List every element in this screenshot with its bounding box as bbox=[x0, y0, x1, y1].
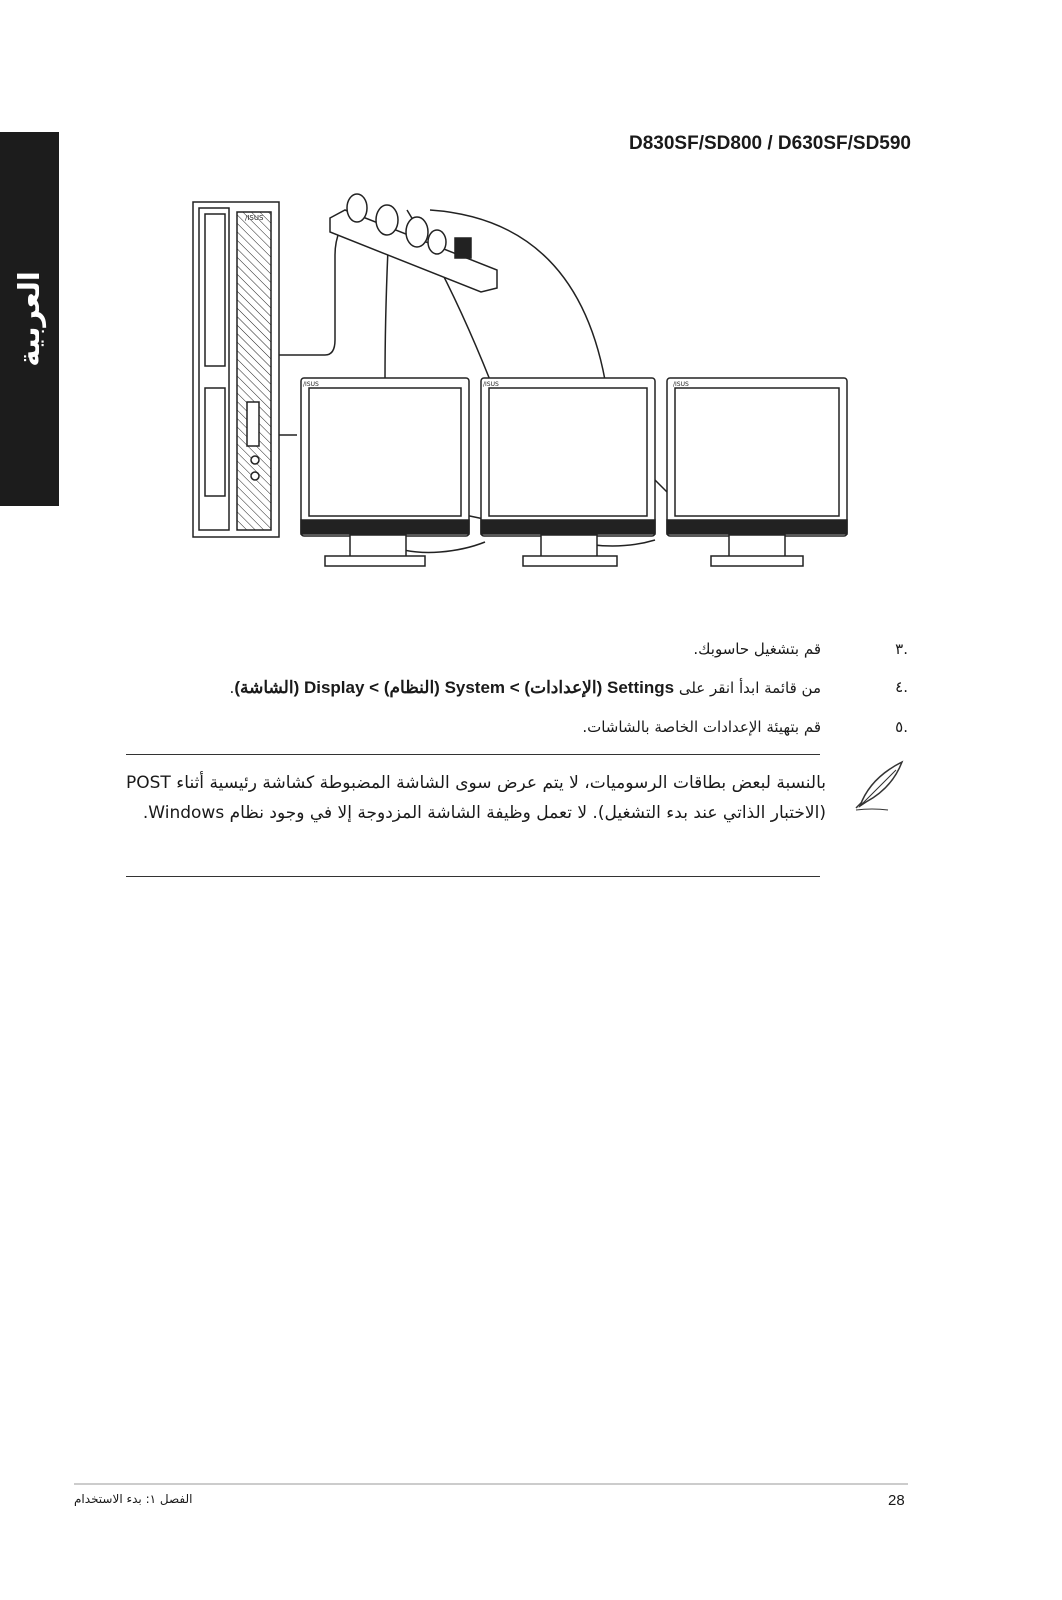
step-text: قم بتشغيل حاسوبك. bbox=[693, 640, 821, 658]
step-number: .٣ bbox=[895, 640, 908, 658]
monitor-left bbox=[301, 378, 469, 566]
step-4 bbox=[126, 678, 908, 702]
tower-pc bbox=[193, 202, 279, 537]
monitor-brand: /ISUS bbox=[303, 381, 319, 388]
step-number: .٤ bbox=[895, 678, 908, 696]
page-number: 28 bbox=[888, 1492, 905, 1509]
note-divider-bottom bbox=[126, 876, 820, 877]
chapter-label: الفصل ١: بدء الاستخدام bbox=[74, 1492, 193, 1506]
monitor-center bbox=[481, 378, 655, 566]
step-text bbox=[230, 678, 821, 698]
settings-path: Settings (الإعدادات) > System (النظام) > Display (الشاشة) bbox=[234, 678, 675, 697]
tower-brand: /ISUS bbox=[245, 214, 264, 222]
note-divider-top bbox=[126, 754, 820, 755]
power-strip bbox=[330, 194, 497, 292]
step-text: قم بتهيئة الإعدادات الخاصة بالشاشات. bbox=[582, 718, 821, 736]
step-3 bbox=[126, 640, 908, 664]
language-tab-label: العربية bbox=[12, 271, 46, 367]
language-tab bbox=[0, 132, 59, 506]
dual-monitor-setup-illustration bbox=[185, 180, 855, 580]
monitor-brand: /ISUS bbox=[673, 381, 689, 388]
note-text: بالنسبة لبعض بطاقات الرسوميات، لا يتم عرض سوى الشاشة المضبوطة كشاشة رئيسية أثناء POST (الاختبار الذاتي عند بدء التشغيل). لا تعمل وظيفة الشاشة المزدوجة إلا في وجود نظام Windows. bbox=[126, 773, 826, 823]
monitor-right bbox=[667, 378, 847, 566]
footer-divider bbox=[74, 1483, 908, 1485]
feather-pen-icon bbox=[852, 758, 910, 812]
step-5 bbox=[126, 718, 908, 742]
step-text-post: . bbox=[229, 679, 235, 697]
monitor-brand: /ISUS bbox=[483, 381, 499, 388]
model-heading: D830SF/SD800 / D630SF/SD590 bbox=[629, 133, 911, 154]
step-text-pre: من قائمة ابدأ انقر على bbox=[678, 679, 821, 697]
step-number: .٥ bbox=[895, 718, 908, 736]
